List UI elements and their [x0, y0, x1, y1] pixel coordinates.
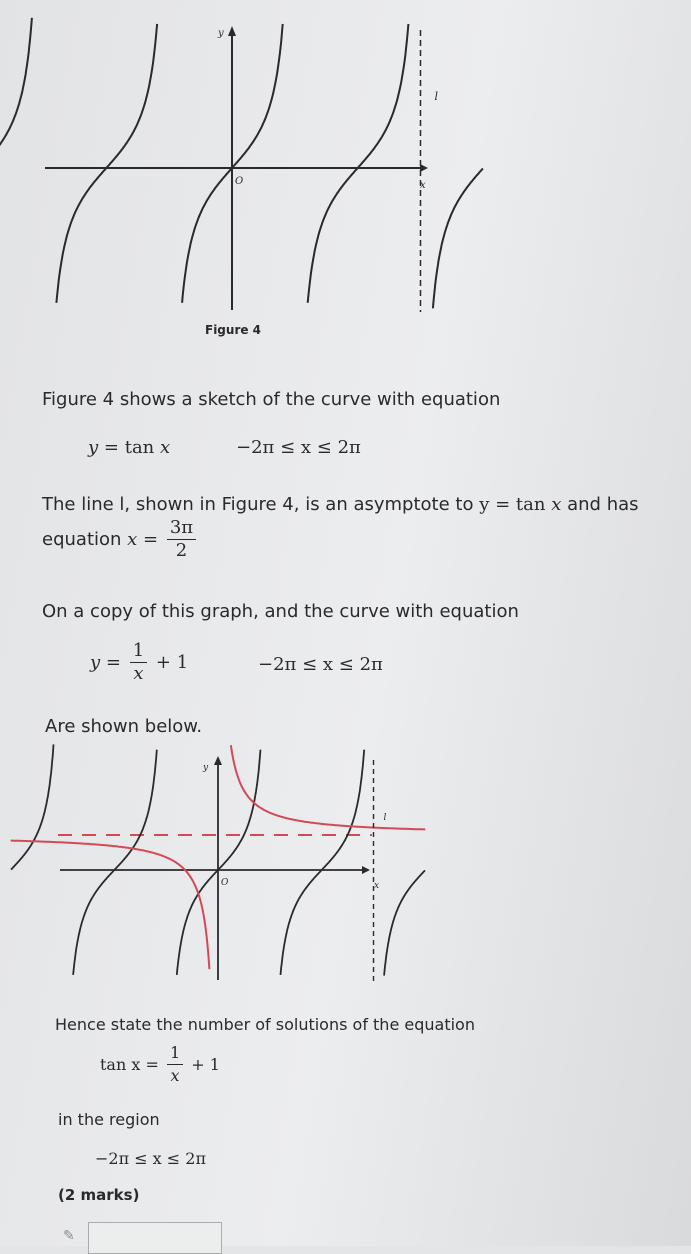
equation-word: equation	[42, 529, 122, 550]
y-axis-2-arrow	[214, 756, 222, 765]
x-axis-2-arrow	[362, 866, 370, 874]
eq2-lhs: x =	[127, 529, 159, 550]
eq4-tail: + 1	[191, 1055, 220, 1074]
eq4-denominator: x	[170, 1066, 180, 1085]
intro-text: Figure 4 shows a sketch of the curve with equation	[42, 389, 501, 410]
eq3-tail: + 1	[155, 652, 189, 673]
marks-label: (2 marks)	[58, 1186, 140, 1204]
figure-4-graph	[0, 0, 691, 340]
answer-input-box[interactable]	[88, 1222, 222, 1254]
eq1-rhs: = tan	[103, 437, 155, 458]
line-l-2-label: l	[383, 813, 387, 823]
asym-d: and has	[567, 494, 639, 515]
figure-4-caption: Figure 4	[205, 323, 262, 337]
x-axis-label: x	[420, 180, 426, 191]
y-axis-arrow	[228, 26, 236, 36]
tan-branch-1	[0, 18, 32, 168]
equation-tan	[88, 437, 170, 458]
tan-branch-4	[308, 24, 409, 303]
origin-label: O	[235, 176, 244, 187]
equation-reciprocal	[90, 640, 188, 685]
tan-branch-2	[56, 24, 157, 303]
equation-tan-range: −2π ≤ x ≤ 2π	[236, 437, 361, 458]
eq2-fraction	[167, 517, 196, 562]
tan-branch-2-2	[73, 750, 157, 975]
y-axis-2-label: y	[203, 763, 209, 773]
y-axis-label: y	[218, 28, 224, 39]
tan-branch-2-5	[384, 870, 425, 975]
equation-solve	[100, 1042, 220, 1087]
copy-text: On a copy of this graph, and the curve with equation	[42, 601, 519, 622]
pencil-icon: ✎	[63, 1228, 75, 1244]
tan-branch-2-1	[11, 744, 54, 869]
eq2-numerator: 3π	[167, 517, 196, 540]
eq1-var: x	[160, 437, 171, 458]
asymptote-text	[42, 494, 639, 515]
eq3-denominator: x	[133, 663, 144, 684]
eq3-numerator: 1	[130, 640, 147, 663]
eq4-fraction	[167, 1042, 183, 1087]
region-range: −2π ≤ x ≤ 2π	[95, 1149, 206, 1168]
asymptote-equation	[42, 517, 199, 562]
x-axis-2-label: x	[374, 881, 380, 891]
asym-b: y = tan	[479, 494, 546, 515]
shown-below-text: Are shown below.	[45, 716, 203, 737]
equation-reciprocal-range: −2π ≤ x ≤ 2π	[258, 654, 383, 675]
asym-a: The line l, shown in Figure 4, is an asymptote to	[42, 494, 474, 515]
origin-2-label: O	[221, 878, 229, 888]
line-l-label: l	[434, 90, 439, 103]
eq1-lhs: y	[88, 437, 99, 458]
eq3-fraction	[130, 640, 147, 685]
asym-c: x	[551, 494, 562, 515]
eq4-numerator: 1	[167, 1042, 183, 1065]
tan-branch-5	[433, 169, 483, 309]
tan-branch-2-4	[281, 750, 365, 975]
region-text: in the region	[58, 1110, 160, 1129]
hence-text: Hence state the number of solutions of the equation	[55, 1015, 475, 1034]
eq2-denominator: 2	[175, 540, 188, 561]
eq4-lhs: tan x =	[100, 1055, 159, 1074]
eq3-lhs: y =	[90, 652, 121, 673]
combined-graph	[0, 740, 691, 990]
